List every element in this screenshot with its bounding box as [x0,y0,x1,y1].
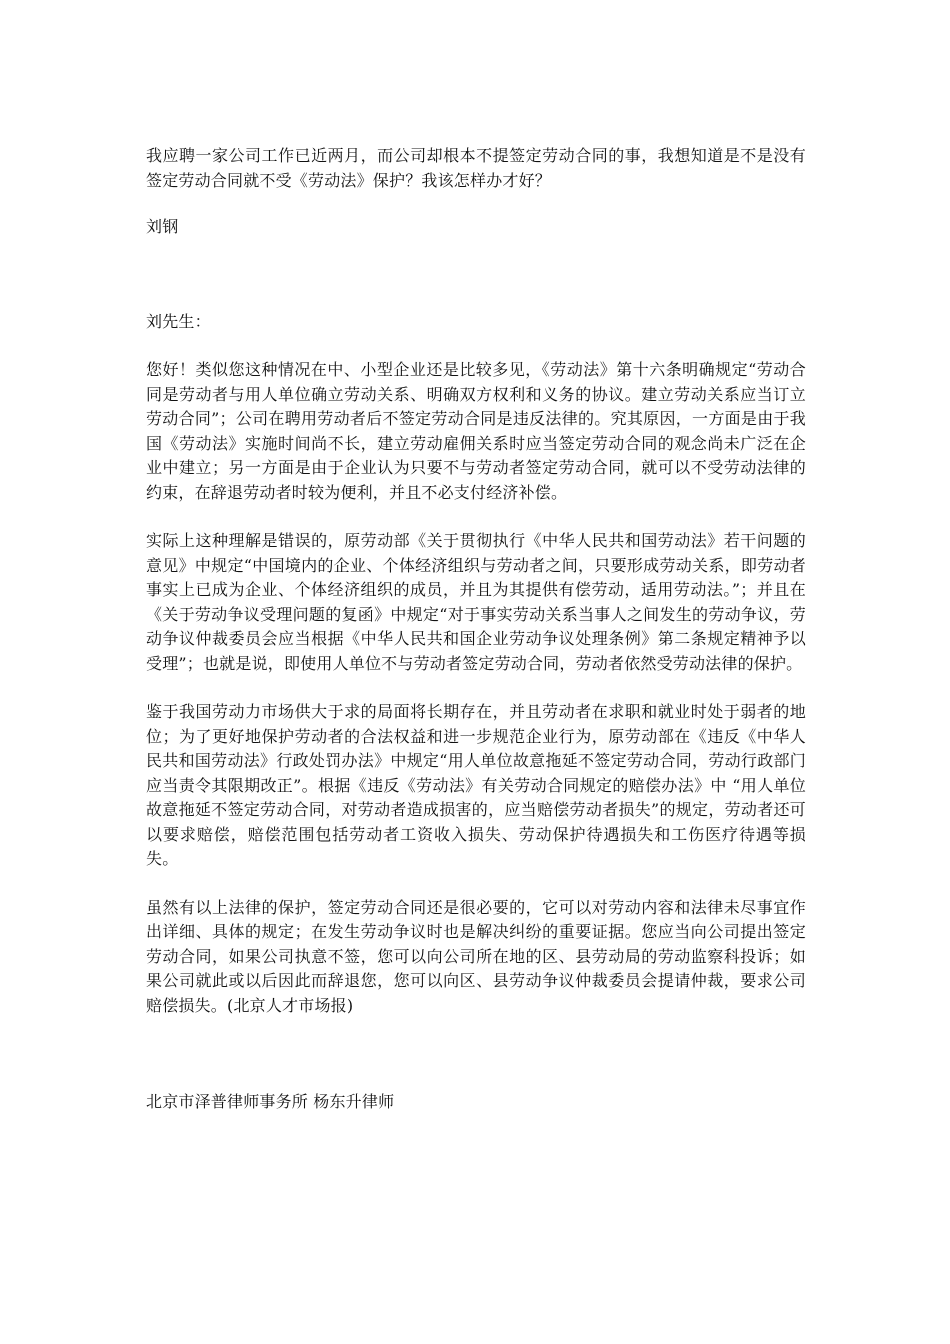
signature: 北京市泽普律师事务所 杨东升律师 [146,1092,395,1111]
answer-paragraph-1: 您好！类似您这种情况在中、小型企业还是比较多见，《劳动法》第十六条明确规定“劳动合同是劳动者与用人单位确立劳动关系、明确双方权利和义务的协议。建立劳动关系应当订立劳动合同”；公司在聘用劳动者后不签定劳动合同是违反法律的。究其原因，一方面是由于我国《劳动法》实施时间尚不长，建立劳动雇佣关系时应当签定劳动合同的观念尚未广泛在企业中建立；另一方面是由于企业认为只要不与劳动者签定劳动合同，就可以不受劳动法律的约束，在辞退劳动者时较为便利，并且不必支付经济补偿。 [146,360,806,502]
answer-paragraph-3: 鉴于我国劳动力市场供大于求的局面将长期存在，并且劳动者在求职和就业时处于弱者的地位；为了更好地保护劳动者的合法权益和进一步规范企业行为，原劳动部在《违反《中华人民共和国劳动法》行政处罚办法》中规定“用人单位故意拖延不签定劳动合同，劳动行政部门应当责令其限期改正”。根据《违反《劳动法》有关劳动合同规定的赔偿办法》中 “用人单位故意拖延不签定劳动合同，对劳动者造成损害的，应当赔偿劳动者损失”的规定，劳动者还可以要求赔偿，赔偿范围包括劳动者工资收入损失、劳动保护待遇损失和工伤医疗待遇等损失。 [146,702,806,868]
salutation: 刘先生： [146,311,211,331]
question-text: 我应聘一家公司工作已近两月，而公司却根本不提签定劳动合同的事，我想知道是不是没有签定劳动合同就不受《劳动法》保护？我该怎样办才好？ [146,146,806,190]
letter-document [146,144,806,1115]
asker-name: 刘钢 [146,217,179,236]
answer-paragraph-2: 实际上这种理解是错误的，原劳动部《关于贯彻执行《中华人民共和国劳动法》若干问题的意见》中规定“中国境内的企业、个体经济组织与劳动者之间，只要形成劳动关系，即劳动者事实上已成为企业、个体经济组织的成员，并且为其提供有偿劳动，适用劳动法。”；并且在《关于劳动争议受理问题的复函》中规定“对于事实劳动关系当事人之间发生的劳动争议，劳动争议仲裁委员会应当根据《中华人民共和国企业劳动争议处理条例》第二条规定精神予以受理”；也就是说，即使用人单位不与劳动者签定劳动合同，劳动者依然受劳动法律的保护。 [146,531,806,673]
answer-paragraph-4: 虽然有以上法律的保护，签定劳动合同还是很必要的，它可以对劳动内容和法律未尽事宜作出详细、具体的规定；在发生劳动争议时也是解决纠纷的重要证据。您应当向公司提出签定劳动合同，如果公司执意不签，您可以向公司所在地的区、县劳动局的劳动监察科投诉；如果公司就此或以后因此而辞退您，您可以向区、县劳动争议仲裁委员会提请仲裁，要求公司赔偿损失。(北京人才市场报) [146,897,806,1015]
